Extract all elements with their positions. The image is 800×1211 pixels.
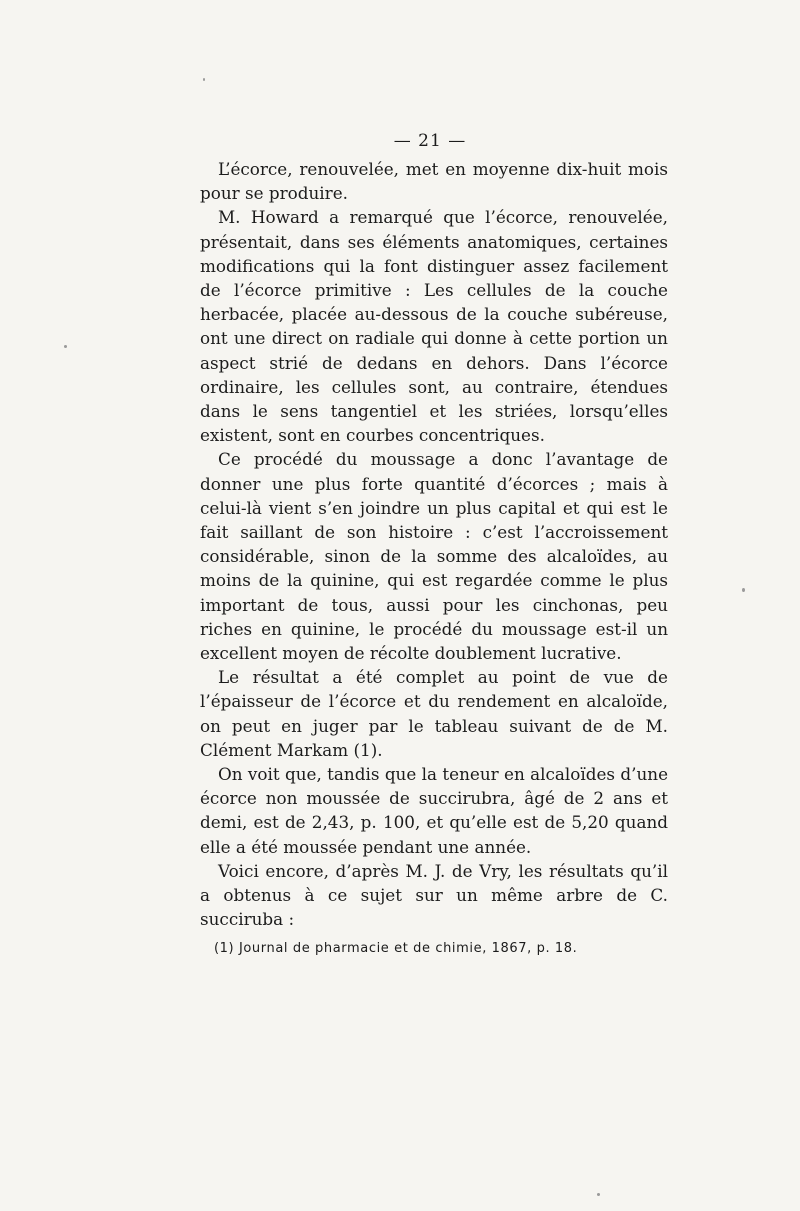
footnote: (1) Journal de pharmacie et de chimie, 1867, p. 18. bbox=[214, 941, 578, 956]
paragraph: M. Howard a remarqué que l’écorce, renouvelée, présentait, dans ses éléments anatomiques, certaines modifications qui la font distinguer assez facilement de l’écorce primitive : Les cellules de la couche herbacée, placée au-dessous de la couche subéreuse, ont une direct on radiale qui donne à cette portion un aspect strié de dedans en dehors. Dans l’écorce ordinaire, les cellules sont, au contraire, étendues dans le sens tangentiel et les striées, lorsqu’elles existent, sont en courbes concentriques. bbox=[200, 207, 668, 446]
paragraph: Ce procédé du moussage a donc l’avantage de donner une plus forte quantité d’écorces ; mais à celui-là vient s’en joindre un plus capital et qui est le fait saillant de son histoire : c’est l’accroissement considérable, sinon de la somme des alcaloïdes, au moins de la quinine, qui est regardée comme le plus important de tous, aussi pour les cinchonas, peu riches en quinine, le procédé du moussage est-il un excellent moyen de récolte doublement lucrative. bbox=[200, 449, 668, 664]
paragraph: Voici encore, d’après M. J. de Vry, les résultats qu’il a obtenus à ce sujet sur un même arbre de C. succiruba : bbox=[200, 860, 668, 930]
paragraph: Le résultat a été complet au point de vue de l’épaisseur de l’écorce et du rendement en alcaloïde, on peut en juger par le tableau suivant de de M. Clément Markam (1). bbox=[200, 667, 668, 760]
paper-speck bbox=[597, 1193, 600, 1196]
body-text bbox=[200, 157, 668, 932]
paragraph: On voit que, tandis que la teneur en alcaloïdes d’une écorce non moussée de succirubra, âgé de 2 ans et demi, est de 2,43, p. 100, et qu’elle est de 5,20 quand elle a été moussée pendant une année. bbox=[200, 764, 668, 857]
page-number: — 21 — bbox=[393, 131, 467, 151]
paper-speck bbox=[742, 588, 745, 592]
paragraph: L’écorce, renouvelée, met en moyenne dix-huit mois pour se produire. bbox=[200, 159, 668, 204]
paper-speck bbox=[203, 78, 205, 81]
paper-speck bbox=[64, 345, 67, 348]
